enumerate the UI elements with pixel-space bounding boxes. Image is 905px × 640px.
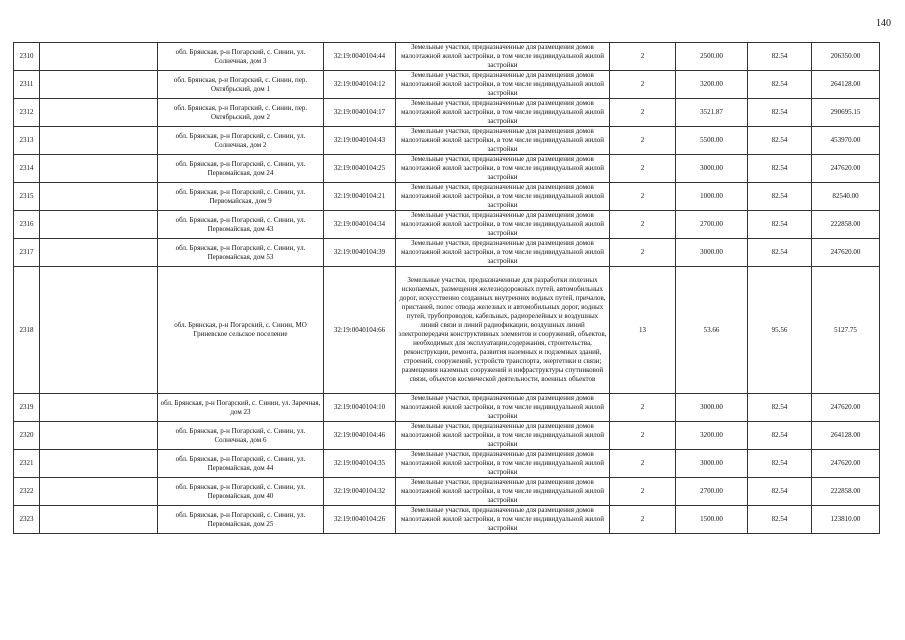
cadastral-value-table — [13, 42, 880, 534]
address-cell: обл. Брянская, р-н Погарский, с. Синин, ул. Первомайская, дом 9 — [158, 183, 324, 211]
table-row — [14, 127, 880, 155]
category-cell: 2 — [610, 239, 676, 267]
address-cell: обл. Брянская, р-н Погарский, с. Синин, ул. Первомайская, дом 24 — [158, 155, 324, 183]
row-number-cell: 2321 — [14, 450, 40, 478]
address-cell: обл. Брянская, р-н Погарский, с. Синин, ул. Заречная, дом 23 — [158, 394, 324, 422]
area-cell: 3200.00 — [676, 422, 748, 450]
spacer-cell — [40, 127, 158, 155]
spacer-cell — [40, 239, 158, 267]
spacer-cell — [40, 183, 158, 211]
address-cell: обл. Брянская, р-н Погарский, с. Синин, ул. Первомайская, дом 53 — [158, 239, 324, 267]
land-use-cell: Земельные участки, предназначенные для размещения домов малоэтажной жилой застройки, в том числе индивидуальной жилой застройки — [396, 239, 610, 267]
cadastral-value-cell: 247620.00 — [812, 239, 880, 267]
category-cell: 2 — [610, 71, 676, 99]
area-cell: 2500.00 — [676, 43, 748, 71]
cadastral-value-cell: 206350.00 — [812, 43, 880, 71]
rate-cell: 82.54 — [748, 127, 812, 155]
table-row — [14, 211, 880, 239]
cadastral-value-cell: 453970.00 — [812, 127, 880, 155]
row-number-cell: 2322 — [14, 478, 40, 506]
cadastral-number-cell: 32:19:0040104:34 — [324, 211, 396, 239]
land-use-cell: Земельные участки, предназначенные для размещения домов малоэтажной жилой застройки, в том числе индивидуальной жилой застройки — [396, 422, 610, 450]
cadastral-value-cell: 82540.00 — [812, 183, 880, 211]
land-use-cell: Земельные участки, предназначенные для размещения домов малоэтажной жилой застройки, в том числе индивидуальной жилой застройки — [396, 43, 610, 71]
rate-cell: 82.54 — [748, 394, 812, 422]
address-cell: обл. Брянская, р-н Погарский, с. Синин, ул. Солнечная, дом 2 — [158, 127, 324, 155]
land-use-cell: Земельные участки, предназначенные для размещения домов малоэтажной жилой застройки, в том числе индивидуальной жилой застройки — [396, 394, 610, 422]
cadastral-number-cell: 32:19:0040104:26 — [324, 506, 396, 534]
address-cell: обл. Брянская, р-н Погарский, с. Синин, ул. Солнечная, дом 6 — [158, 422, 324, 450]
row-number-cell: 2310 — [14, 43, 40, 71]
table-row — [14, 422, 880, 450]
spacer-cell — [40, 394, 158, 422]
spacer-cell — [40, 155, 158, 183]
table-row — [14, 267, 880, 394]
address-cell: обл. Брянская, р-н Погарский, с. Синин, ул. Первомайская, дом 43 — [158, 211, 324, 239]
category-cell: 2 — [610, 99, 676, 127]
cadastral-number-cell: 32:19:0040104:32 — [324, 478, 396, 506]
cadastral-number-cell: 32:19:0040104:35 — [324, 450, 396, 478]
cadastral-value-cell: 123810.00 — [812, 506, 880, 534]
cadastral-number-cell: 32:19:0040104:17 — [324, 99, 396, 127]
rate-cell: 82.54 — [748, 450, 812, 478]
category-cell: 2 — [610, 478, 676, 506]
row-number-cell: 2312 — [14, 99, 40, 127]
spacer-cell — [40, 267, 158, 394]
area-cell: 3000.00 — [676, 239, 748, 267]
cadastral-value-cell: 264128.00 — [812, 71, 880, 99]
spacer-cell — [40, 99, 158, 127]
table-row — [14, 155, 880, 183]
cadastral-value-cell: 264128.00 — [812, 422, 880, 450]
rate-cell: 82.54 — [748, 422, 812, 450]
land-use-cell: Земельные участки, предназначенные для размещения домов малоэтажной жилой застройки, в том числе индивидуальной жилой застройки — [396, 127, 610, 155]
table-row — [14, 394, 880, 422]
category-cell: 13 — [610, 267, 676, 394]
cadastral-number-cell: 32:19:0040104:12 — [324, 71, 396, 99]
land-use-cell: Земельные участки, предназначенные для размещения домов малоэтажной жилой застройки, в том числе индивидуальной жилой застройки — [396, 450, 610, 478]
address-cell: обл. Брянская, р-н Погарский, с. Синин, ул. Первомайская, дом 25 — [158, 506, 324, 534]
area-cell: 3521.87 — [676, 99, 748, 127]
row-number-cell: 2315 — [14, 183, 40, 211]
cadastral-number-cell: 32:19:0040104:10 — [324, 394, 396, 422]
spacer-cell — [40, 478, 158, 506]
row-number-cell: 2317 — [14, 239, 40, 267]
rate-cell: 82.54 — [748, 99, 812, 127]
rate-cell: 82.54 — [748, 478, 812, 506]
rate-cell: 82.54 — [748, 71, 812, 99]
land-use-cell: Земельные участки, предназначенные для разработки полезных ископаемых, размещения железнодорожных путей, автомобильных дорог, искусственно созданных внутренних водных путей, причалов, пристаней, полос отвода железных и автомобильных дорог, водных путей, трубопроводов, кабельных, радиорелейных и воздушных линий связи и линий радиофикации, воздушных линий электропередачи конструктивных элементов и сооружений, объектов, необходимых для эксплуатации,содержания, строительства, реконструкции, ремонта, развития наземных и подземных зданий, строений, сооружений, устройств транспорта, энергетики и связи; размещения наземных сооружений и инфраструктуры спутниковой связи, объектов космической деятельности, военных объектов — [396, 267, 610, 394]
cadastral-value-cell: 5127.75 — [812, 267, 880, 394]
cadastral-number-cell: 32:19:0040104:44 — [324, 43, 396, 71]
cadastral-number-cell: 32:19:0040104:39 — [324, 239, 396, 267]
address-cell: обл. Брянская, р-н Погарский, с. Синин, ул. Первомайская, дом 40 — [158, 478, 324, 506]
cadastral-value-cell: 247620.00 — [812, 155, 880, 183]
rate-cell: 82.54 — [748, 155, 812, 183]
area-cell: 3200.00 — [676, 71, 748, 99]
address-cell: обл. Брянская, р-н Погарский, с. Синин, ул. Первомайская, дом 44 — [158, 450, 324, 478]
row-number-cell: 2314 — [14, 155, 40, 183]
table-body — [14, 43, 880, 534]
spacer-cell — [40, 506, 158, 534]
address-cell: обл. Брянская, р-н Погарский, с. Синин, МО Гриневское сельское поселение — [158, 267, 324, 394]
row-number-cell: 2311 — [14, 71, 40, 99]
land-use-cell: Земельные участки, предназначенные для размещения домов малоэтажной жилой застройки, в том числе индивидуальной жилой застройки — [396, 71, 610, 99]
rate-cell: 82.54 — [748, 239, 812, 267]
area-cell: 1500.00 — [676, 506, 748, 534]
area-cell: 1000.00 — [676, 183, 748, 211]
category-cell: 2 — [610, 506, 676, 534]
area-cell: 3000.00 — [676, 394, 748, 422]
cadastral-number-cell: 32:19:0040104:25 — [324, 155, 396, 183]
area-cell: 2700.00 — [676, 478, 748, 506]
table-row — [14, 450, 880, 478]
address-cell: обл. Брянская, р-н Погарский, с. Синин, ул. Солнечная, дом 3 — [158, 43, 324, 71]
table-row — [14, 43, 880, 71]
table-row — [14, 239, 880, 267]
table-row — [14, 99, 880, 127]
area-cell: 5500.00 — [676, 127, 748, 155]
spacer-cell — [40, 211, 158, 239]
cadastral-number-cell: 32:19:0040104:66 — [324, 267, 396, 394]
rate-cell: 82.54 — [748, 43, 812, 71]
cadastral-value-cell: 222858.00 — [812, 211, 880, 239]
land-use-cell: Земельные участки, предназначенные для размещения домов малоэтажной жилой застройки, в том числе индивидуальной жилой застройки — [396, 211, 610, 239]
spacer-cell — [40, 450, 158, 478]
land-use-cell: Земельные участки, предназначенные для размещения домов малоэтажной жилой застройки, в том числе индивидуальной жилой застройки — [396, 155, 610, 183]
row-number-cell: 2318 — [14, 267, 40, 394]
category-cell: 2 — [610, 155, 676, 183]
category-cell: 2 — [610, 211, 676, 239]
address-cell: обл. Брянская, р-н Погарский, с. Синин, пер. Октябрьский, дом 1 — [158, 71, 324, 99]
table-row — [14, 478, 880, 506]
category-cell: 2 — [610, 394, 676, 422]
page-number: 140 — [876, 18, 891, 29]
land-use-cell: Земельные участки, предназначенные для размещения домов малоэтажной жилой застройки, в том числе индивидуальной жилой застройки — [396, 183, 610, 211]
cadastral-value-cell: 247620.00 — [812, 394, 880, 422]
area-cell: 53.66 — [676, 267, 748, 394]
table-row — [14, 183, 880, 211]
row-number-cell: 2323 — [14, 506, 40, 534]
category-cell: 2 — [610, 127, 676, 155]
category-cell: 2 — [610, 450, 676, 478]
category-cell: 2 — [610, 422, 676, 450]
rate-cell: 82.54 — [748, 183, 812, 211]
row-number-cell: 2320 — [14, 422, 40, 450]
table-row — [14, 71, 880, 99]
cadastral-value-cell: 247620.00 — [812, 450, 880, 478]
area-cell: 3000.00 — [676, 450, 748, 478]
address-cell: обл. Брянская, р-н Погарский, с. Синин, пер. Октябрьский, дом 2 — [158, 99, 324, 127]
rate-cell: 82.54 — [748, 211, 812, 239]
land-use-cell: Земельные участки, предназначенные для размещения домов малоэтажной жилой застройки, в том числе индивидуальной жилой застройки — [396, 478, 610, 506]
cadastral-value-cell: 222858.00 — [812, 478, 880, 506]
row-number-cell: 2313 — [14, 127, 40, 155]
cadastral-value-cell: 290695.15 — [812, 99, 880, 127]
area-cell: 3000.00 — [676, 155, 748, 183]
cadastral-number-cell: 32:19:0040104:43 — [324, 127, 396, 155]
spacer-cell — [40, 43, 158, 71]
land-use-cell: Земельные участки, предназначенные для размещения домов малоэтажной жилой застройки, в том числе индивидуальной жилой застройки — [396, 506, 610, 534]
cadastral-number-cell: 32:19:0040104:21 — [324, 183, 396, 211]
rate-cell: 82.54 — [748, 506, 812, 534]
category-cell: 2 — [610, 183, 676, 211]
row-number-cell: 2319 — [14, 394, 40, 422]
cadastral-number-cell: 32:19:0040104:46 — [324, 422, 396, 450]
area-cell: 2700.00 — [676, 211, 748, 239]
land-use-cell: Земельные участки, предназначенные для размещения домов малоэтажной жилой застройки, в том числе индивидуальной жилой застройки — [396, 99, 610, 127]
spacer-cell — [40, 71, 158, 99]
spacer-cell — [40, 422, 158, 450]
row-number-cell: 2316 — [14, 211, 40, 239]
rate-cell: 95.56 — [748, 267, 812, 394]
category-cell: 2 — [610, 43, 676, 71]
table-row — [14, 506, 880, 534]
